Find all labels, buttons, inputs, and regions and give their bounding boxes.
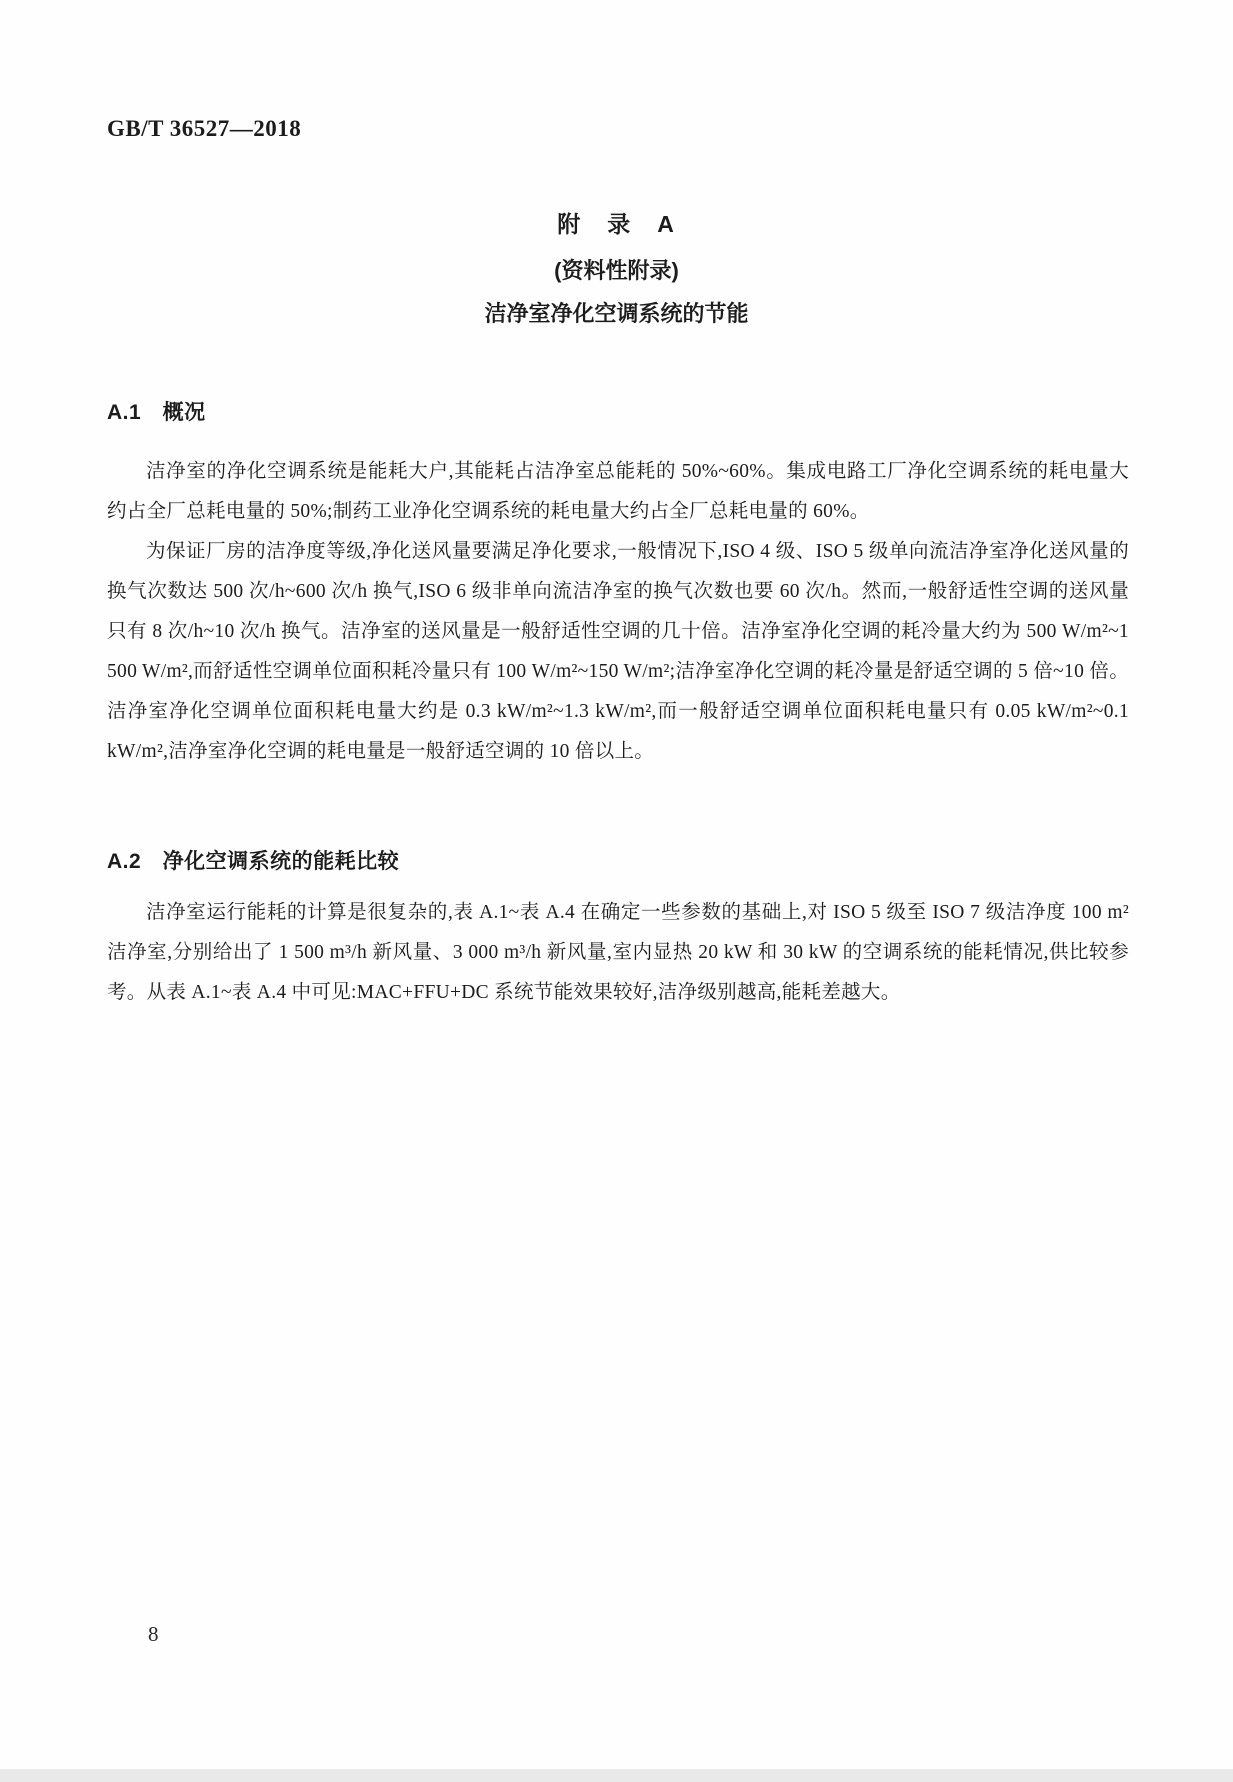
section-a1-body xyxy=(107,452,1129,772)
section-heading-a1: A.1 概况 xyxy=(107,401,206,424)
page-number: 8 xyxy=(148,1622,159,1646)
section-heading-a2: A.2 净化空调系统的能耗比较 xyxy=(107,850,400,873)
paragraph: 洁净室的净化空调系统是能耗大户,其能耗占洁净室总能耗的 50%~60%。集成电路工厂净化空调系统的耗电量大约占全厂总耗电量的 50%;制药工业净化空调系统的耗电量大约占全厂总耗电量的 60%。 xyxy=(107,461,1129,522)
paragraph: 洁净室运行能耗的计算是很复杂的,表 A.1~表 A.4 在确定一些参数的基础上,对 ISO 5 级至 ISO 7 级洁净度 100 m² 洁净室,分别给出了 1 500 m³/h 新风量、3 000 m³/h 新风量,室内显热 20 kW 和 30 kW 的空调系统的能耗情况,供比较参考。从表 A.1~表 A.4 中可见:MAC+FFU+DC 系统节能效果较好,洁净级别越高,能耗差越大。 xyxy=(107,902,1129,1003)
appendix-title: 附 录 A xyxy=(557,211,676,237)
appendix-topic: 洁净室净化空调系统的节能 xyxy=(484,301,749,326)
paragraph: 为保证厂房的洁净度等级,净化送风量要满足净化要求,一般情况下,ISO 4 级、ISO 5 级单向流洁净室净化送风量的换气次数达 500 次/h~600 次/h 换气,ISO 6 级非单向流洁净室的换气次数也要 60 次/h。然而,一般舒适性空调的送风量只有 8 次/h~10 次/h 换气。洁净室的送风量是一般舒适性空调的几十倍。洁净室净化空调的耗冷量大约为 500 W/m²~1 500 W/m²,而舒适性空调单位面积耗冷量只有 100 W/m²~150 W/m²;洁净室净化空调的耗冷量是舒适空调的 5 倍~10 倍。洁净室净化空调单位面积耗电量大约是 0.3 kW/m²~1.3 kW/m²,而一般舒适空调单位面积耗电量只有 0.05 kW/m²~0.1 kW/m²,洁净室净化空调的耗电量是一般舒适空调的 10 倍以上。 xyxy=(107,541,1129,762)
appendix-title-block xyxy=(0,206,1233,328)
standard-number: GB/T 36527—2018 xyxy=(107,116,302,141)
scan-edge xyxy=(0,1769,1233,1782)
section-a2-body xyxy=(107,893,1129,1013)
appendix-subtitle: (资料性附录) xyxy=(554,258,679,283)
